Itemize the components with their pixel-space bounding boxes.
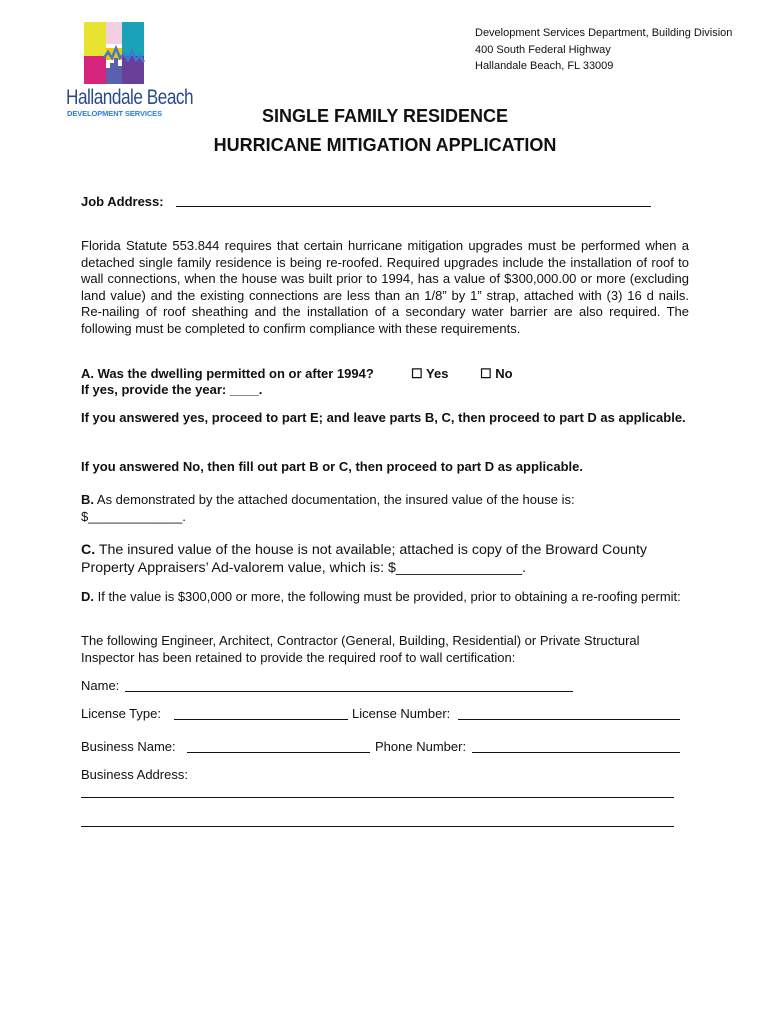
no-checkbox[interactable]: ☐ No — [480, 366, 513, 381]
retained-paragraph: The following Engineer, Architect, Contractor (General, Building, Residential) or Private Structural Inspector has been retained to provide the required roof to wall certification: — [81, 633, 640, 665]
license-type-label: License Type: — [81, 706, 161, 721]
instruction-yes: If you answered yes, proceed to part E; and leave parts B, C, then proceed to part D as applicable. — [81, 410, 686, 425]
no-label: No — [495, 366, 513, 381]
part-d-text — [81, 589, 689, 606]
license-type-field[interactable] — [174, 706, 348, 720]
part-b-blank[interactable]: $_____________. — [81, 509, 186, 524]
part-b-body: As demonstrated by the attached documentation, the insured value of the house is: — [94, 492, 575, 507]
year-prompt: If yes, provide the year: ____. — [81, 382, 263, 397]
license-number-label: License Number: — [352, 706, 451, 721]
part-c-letter: C. — [81, 542, 96, 558]
phone-number-field[interactable] — [472, 739, 680, 753]
dept-city: Hallandale Beach, FL 33009 — [475, 60, 614, 72]
part-c-body: The insured value of the house is not available; attached is copy of the Broward County Property Appraisers’ Ad-valorem value, which is: $________________. — [81, 542, 647, 576]
business-name-field[interactable] — [187, 739, 370, 753]
name-label: Name: — [81, 678, 120, 693]
job-address-label: Job Address: — [81, 194, 164, 209]
title-line2: HURRICANE MITIGATION APPLICATION — [213, 135, 557, 155]
business-address-label: Business Address: — [81, 767, 188, 782]
name-field[interactable] — [125, 678, 573, 692]
dept-name: Development Services Department, Building Division — [475, 27, 733, 39]
job-address-field[interactable] — [176, 193, 651, 207]
part-c-text — [81, 541, 689, 577]
statute-paragraph: Florida Statute 553.844 requires that certain hurricane mitigation upgrades must be performed when a detached single family residence is being re-roofed. Required upgrades include the installation of roof to wall connections, when the house was built prior to 1994, has a value of $300,000.00 or more (excluding land value) and the existing connections are less than an 1/8” by 1” strap, attached with (3) 16 d nails. Re-nailing of roof sheathing and the installation of a secondary water barrier are also required. The following must be completed to confirm compliance with these requirements. — [81, 238, 689, 336]
part-b-text — [81, 492, 689, 509]
yes-checkbox[interactable]: ☐ Yes — [411, 366, 449, 381]
part-a-question: A. Was the dwelling permitted on or after 1994? — [81, 366, 374, 381]
logo-subtext: DEVELOPMENT SERVICES — [67, 109, 162, 118]
part-d-letter: D. — [81, 589, 94, 604]
business-name-label: Business Name: — [81, 739, 176, 754]
phone-number-label: Phone Number: — [375, 739, 467, 754]
instruction-no: If you answered No, then fill out part B or C, then proceed to part D as applicable. — [81, 459, 584, 474]
business-address-line-2[interactable] — [81, 813, 674, 827]
part-b-letter: B. — [81, 492, 94, 507]
business-address-line-1[interactable] — [81, 784, 674, 798]
part-d-body: If the value is $300,000 or more, the following must be provided, prior to obtaining a re-roofing permit: — [94, 589, 681, 604]
logo-text: Hallandale Beach — [66, 86, 194, 109]
license-number-field[interactable] — [458, 706, 680, 720]
title-line1: SINGLE FAMILY RESIDENCE — [261, 106, 509, 126]
dept-street: 400 South Federal Highway — [475, 44, 611, 56]
yes-label: Yes — [426, 366, 449, 381]
